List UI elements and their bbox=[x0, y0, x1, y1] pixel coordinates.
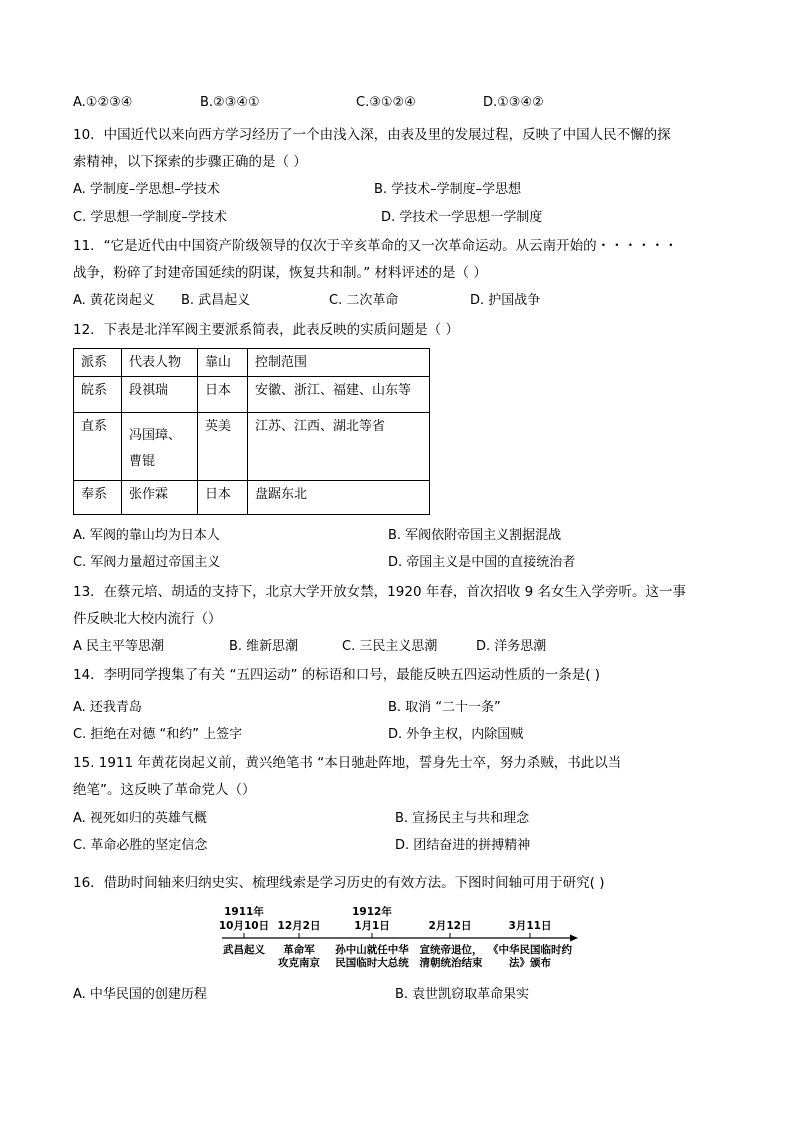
timeline-event: 法》颁布 bbox=[509, 957, 551, 969]
q13-option-b: B. 维新思潮 bbox=[229, 639, 299, 654]
q11-stem-line1: 11．“它是近代由中国资产阶级领导的仅次于辛亥革命的又一次革命运动。从云南开始的・・・・・・ bbox=[73, 238, 678, 254]
table-cell: 奉系 bbox=[74, 481, 122, 515]
q13-option-d: D. 洋务思潮 bbox=[476, 639, 547, 654]
table-header-cell: 控制范围 bbox=[248, 349, 430, 377]
timeline-event: 革命军 bbox=[283, 944, 315, 956]
q11-option-c: C. 二次革命 bbox=[329, 293, 399, 308]
q11-option-a: A. 黄花岗起义 bbox=[73, 293, 155, 308]
table-cell: 日本 bbox=[198, 377, 248, 413]
q15-option-b: B. 宣扬民主与共和理念 bbox=[395, 811, 530, 826]
table-cell: 英美 bbox=[198, 413, 248, 481]
q15-option-a: A. 视死如归的英雄气概 bbox=[73, 811, 207, 826]
timeline-date: 1月1日 bbox=[354, 920, 390, 932]
table-cell: 直系 bbox=[74, 413, 122, 481]
q16-stem: 16．借助时间轴来归纳史实、梳理线索是学习历史的有效方法。下图时间轴可用于研究( ) bbox=[73, 875, 605, 891]
timeline-date: 10月10日 bbox=[218, 920, 270, 932]
q10-stem-line2: 索精神，以下探索的步骤正确的是（ ） bbox=[73, 154, 307, 170]
q16-option-a: A. 中华民国的创建历程 bbox=[73, 987, 207, 1002]
q15-stem-line1: 15. 1911 年黄花岗起义前，黄兴绝笔书 “本日驰赴阵地，誓身先士卒，努力杀贼，书此以当 bbox=[73, 755, 622, 771]
q11-stem-line2: 战争，粉碎了封建帝国延续的阴谋，恢复共和制。” 材料评述的是（ ） bbox=[73, 265, 487, 281]
q14-option-b: B. 取消 “二十一条” bbox=[388, 700, 501, 715]
timeline-date: 12月2日 bbox=[277, 920, 321, 932]
cell-line: 曹锟 bbox=[129, 454, 156, 469]
q14-option-c: C. 拒绝在对德 “和约” 上签字 bbox=[73, 727, 243, 742]
q15-option-c: C. 革命必胜的坚定信念 bbox=[73, 838, 208, 853]
table-header-cell: 靠山 bbox=[198, 349, 248, 377]
q10-option-a: A. 学制度–学思想–学技术 bbox=[73, 182, 220, 197]
timeline-date: 2月12日 bbox=[428, 920, 472, 932]
table-header-cell: 派系 bbox=[74, 349, 122, 377]
q12-stem: 12．下表是北洋军阀主要派系简表，此表反映的实质问题是（ ） bbox=[73, 322, 459, 338]
q15-option-d: D. 团结奋进的拼搏精神 bbox=[395, 838, 531, 853]
cell-line: 冯国璋、 bbox=[129, 428, 182, 443]
table-cell: 皖系 bbox=[74, 377, 122, 413]
q16-option-b: B. 袁世凯窃取革命果实 bbox=[395, 987, 530, 1002]
q9-option-c: C.③①②④ bbox=[356, 95, 416, 110]
table-cell: 张作霖 bbox=[122, 481, 198, 515]
table-cell bbox=[122, 413, 198, 481]
table-cell: 安徽、浙江、福建、山东等 bbox=[248, 377, 430, 413]
timeline-figure bbox=[220, 906, 580, 976]
table-row bbox=[74, 413, 430, 481]
timeline-event: 《中华民国临时约 bbox=[488, 944, 572, 956]
q11-option-b: B. 武昌起义 bbox=[181, 293, 251, 308]
q12-option-a: A. 军阀的靠山均为日本人 bbox=[73, 528, 220, 543]
q13-stem-line2: 件反映北大校内流行（） bbox=[73, 611, 222, 627]
table-cell: 盘踞东北 bbox=[248, 481, 430, 515]
q10-option-d: D. 学技术一学思想一学制度 bbox=[381, 210, 543, 225]
q12-option-b: B. 军阀依附帝国主义割据混战 bbox=[388, 528, 562, 543]
q9-option-a: A.①②③④ bbox=[73, 95, 133, 110]
q9-option-b: B.②③④① bbox=[200, 95, 260, 110]
timeline-event: 清朝统治结束 bbox=[419, 957, 483, 969]
timeline-event: 攻克南京 bbox=[278, 957, 320, 969]
q10-option-b: B. 学技术–学制度–学思想 bbox=[374, 182, 522, 197]
timeline-year: 1912年 bbox=[352, 906, 392, 918]
q13-stem-line1: 13．在蔡元培、胡适的支持下，北京大学开放女禁，1920 年春，首次招收 9 名女生入学旁听。这一事 bbox=[73, 584, 686, 600]
q12-option-c: C. 军阀力量超过帝国主义 bbox=[73, 555, 221, 570]
q15-stem-line2: 绝笔”。这反映了革命党人（） bbox=[73, 782, 256, 798]
q13-option-a: A 民主平等思潮 bbox=[73, 639, 165, 654]
q14-option-a: A. 还我青岛 bbox=[73, 700, 142, 715]
timeline-event: 孙中山就任中华 bbox=[335, 944, 409, 956]
timeline-arrow-icon bbox=[570, 935, 578, 942]
q9-option-d: D.①③④② bbox=[483, 95, 544, 110]
timeline-year: 1911年 bbox=[224, 906, 264, 918]
q14-option-d: D. 外争主权，内除国贼 bbox=[388, 727, 524, 742]
timeline-event: 武昌起义 bbox=[223, 944, 265, 956]
timeline-event: 民国临时大总统 bbox=[335, 957, 409, 969]
q11-option-d: D. 护国战争 bbox=[470, 293, 541, 308]
table-cell: 日本 bbox=[198, 481, 248, 515]
table-header-row bbox=[74, 349, 430, 377]
q14-stem: 14．李明同学搜集了有关 “五四运动” 的标语和口号，最能反映五四运动性质的一条是( ) bbox=[73, 667, 601, 683]
q12-option-d: D. 帝国主义是中国的直接统治者 bbox=[388, 555, 576, 570]
timeline-date: 3月11日 bbox=[508, 920, 552, 932]
table-cell: 江苏、江西、湖北等省 bbox=[248, 413, 430, 481]
table-header-cell: 代表人物 bbox=[122, 349, 198, 377]
table-row bbox=[74, 377, 430, 413]
table-cell: 段祺瑞 bbox=[122, 377, 198, 413]
q13-option-c: C. 三民主义思潮 bbox=[342, 639, 438, 654]
q10-stem-line1: 10．中国近代以来向西方学习经历了一个由浅入深，由表及里的发展过程，反映了中国人民不懈的探 bbox=[73, 127, 671, 143]
table-row bbox=[74, 481, 430, 515]
q10-option-c: C. 学思想一学制度–学技术 bbox=[73, 210, 227, 225]
timeline-event: 宣统帝退位， bbox=[419, 944, 483, 956]
warlord-factions-table bbox=[73, 348, 430, 515]
